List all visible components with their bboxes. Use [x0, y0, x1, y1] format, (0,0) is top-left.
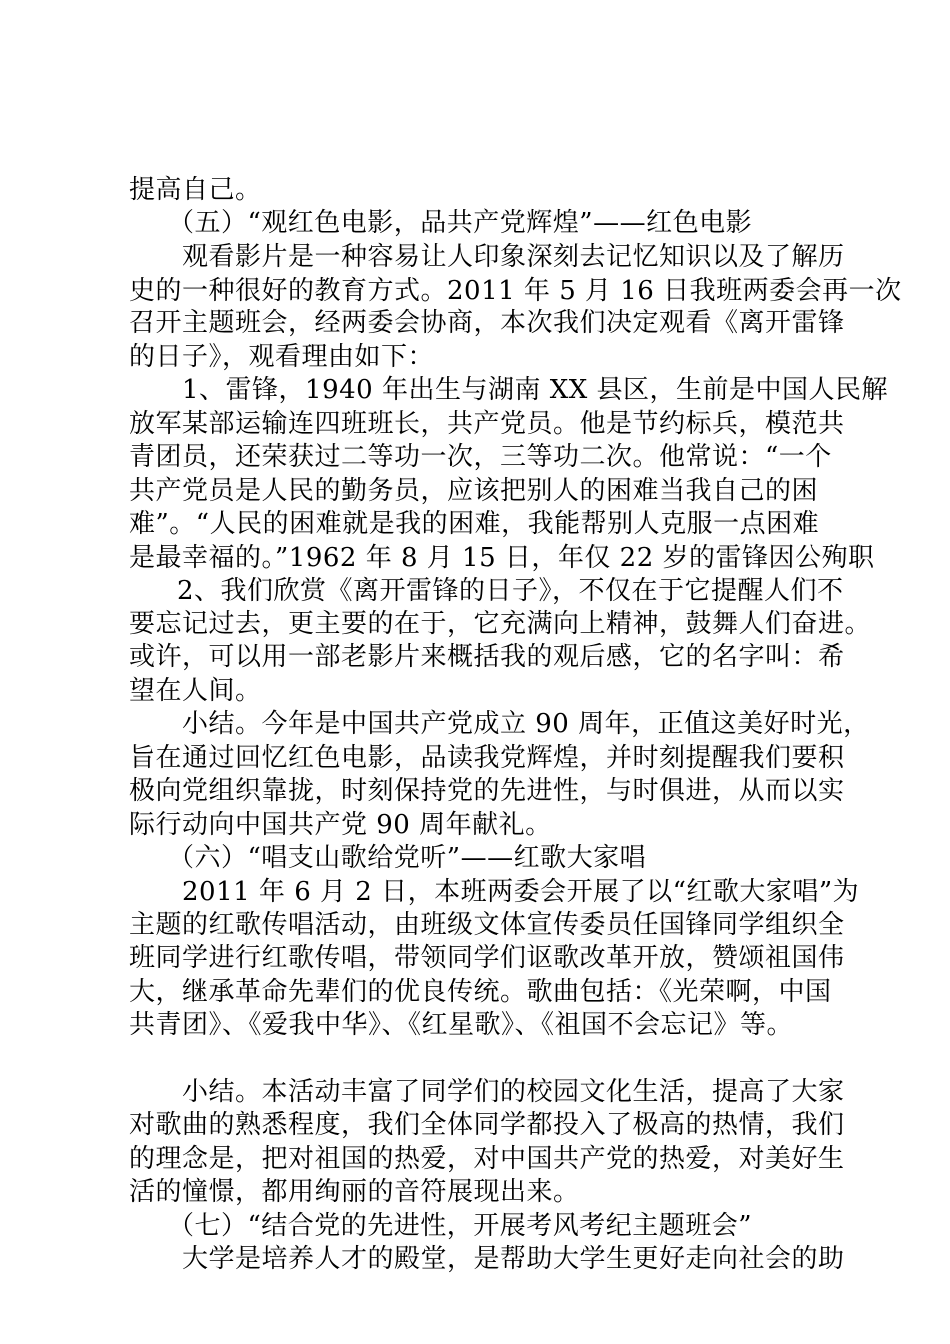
text-line: 际行动向中国共产党 90 周年献礼。 [129, 810, 552, 840]
text-line: 大学是培养人才的殿堂，是帮助大学生更好走向社会的助 [182, 1244, 845, 1274]
text-line: 望在人间。 [129, 676, 262, 706]
text-line: 召开主题班会，经两委会协商，本次我们决定观看《离开雷锋 [129, 308, 845, 338]
text-line: 的日子》，观看理由如下： [129, 342, 435, 372]
text-line: 班同学进行红歌传唱，带领同学们讴歌改革开放，赞颂祖国伟 [129, 943, 845, 973]
text-line: 主题的红歌传唱活动，由班级文体宣传委员任国锋同学组织全 [129, 910, 845, 940]
text-line: 共产党员是人民的勤务员，应该把别人的困难当我自己的困 [129, 476, 819, 506]
text-line: 是最幸福的。”1962 年 8 月 15 日，年仅 22 岁的雷锋因公殉职 [129, 543, 875, 573]
text-line: 小结。今年是中国共产党成立 90 周年，正值这美好时光， [182, 709, 870, 739]
text-line: 共青团》、《爱我中华》、《红星歌》、《祖国不会忘记》等。 [129, 1010, 794, 1040]
text-line: 活的憧憬，都用绚丽的音符展现出来。 [129, 1177, 580, 1207]
text-line: 提高自己。 [129, 175, 262, 205]
text-line: 或许，可以用一部老影片来概括我的观后感，它的名字叫：希 [129, 642, 845, 672]
text-line: 的理念是，把对祖国的热爱，对中国共产党的热爱，对美好生 [129, 1144, 845, 1174]
section-heading-6: （六）“唱支山歌给党听”——红歌大家唱 [168, 843, 647, 873]
text-line: 极向党组织靠拢，时刻保持党的先进性，与时俱进，从而以实 [129, 776, 845, 806]
section-heading-7: （七）“结合党的先进性，开展考风考纪主题班会” [168, 1211, 753, 1241]
text-line: 放军某部运输连四班班长，共产党员。他是节约标兵，模范共 [129, 409, 845, 439]
text-line: 2011 年 6 月 2 日，本班两委会开展了以“红歌大家唱”为 [182, 877, 860, 907]
text-line: 2、我们欣赏《离开雷锋的日子》，不仅在于它提醒人们不 [177, 576, 844, 606]
text-line: 青团员，还荣获过二等功一次，三等功二次。他常说：“一个 [129, 442, 832, 472]
section-heading-5: （五）“观红色电影，品共产党辉煌”——红色电影 [168, 208, 753, 238]
text-line: 小结。本活动丰富了同学们的校园文化生活，提高了大家 [182, 1077, 845, 1107]
text-line: 1、雷锋，1940 年出生与湖南 XX 县区，生前是中国人民解 [182, 375, 889, 405]
text-line: 难”。“人民的困难就是我的困难，我能帮别人克服一点困难 [129, 509, 820, 539]
text-line: 对歌曲的熟悉程度，我们全体同学都投入了极高的热情，我们 [129, 1110, 845, 1140]
text-line: 旨在通过回忆红色电影，品读我党辉煌，并时刻提醒我们要积 [129, 743, 845, 773]
text-line: 观看影片是一种容易让人印象深刻去记忆知识以及了解历 [182, 242, 845, 272]
text-line: 史的一种很好的教育方式。2011 年 5 月 16 日我班两委会再一次 [129, 276, 902, 306]
text-line: 要忘记过去，更主要的在于，它充满向上精神，鼓舞人们奋进。 [129, 609, 872, 639]
text-line: 大，继承革命先辈们的优良传统。歌曲包括：《光荣啊，中国 [129, 977, 832, 1007]
